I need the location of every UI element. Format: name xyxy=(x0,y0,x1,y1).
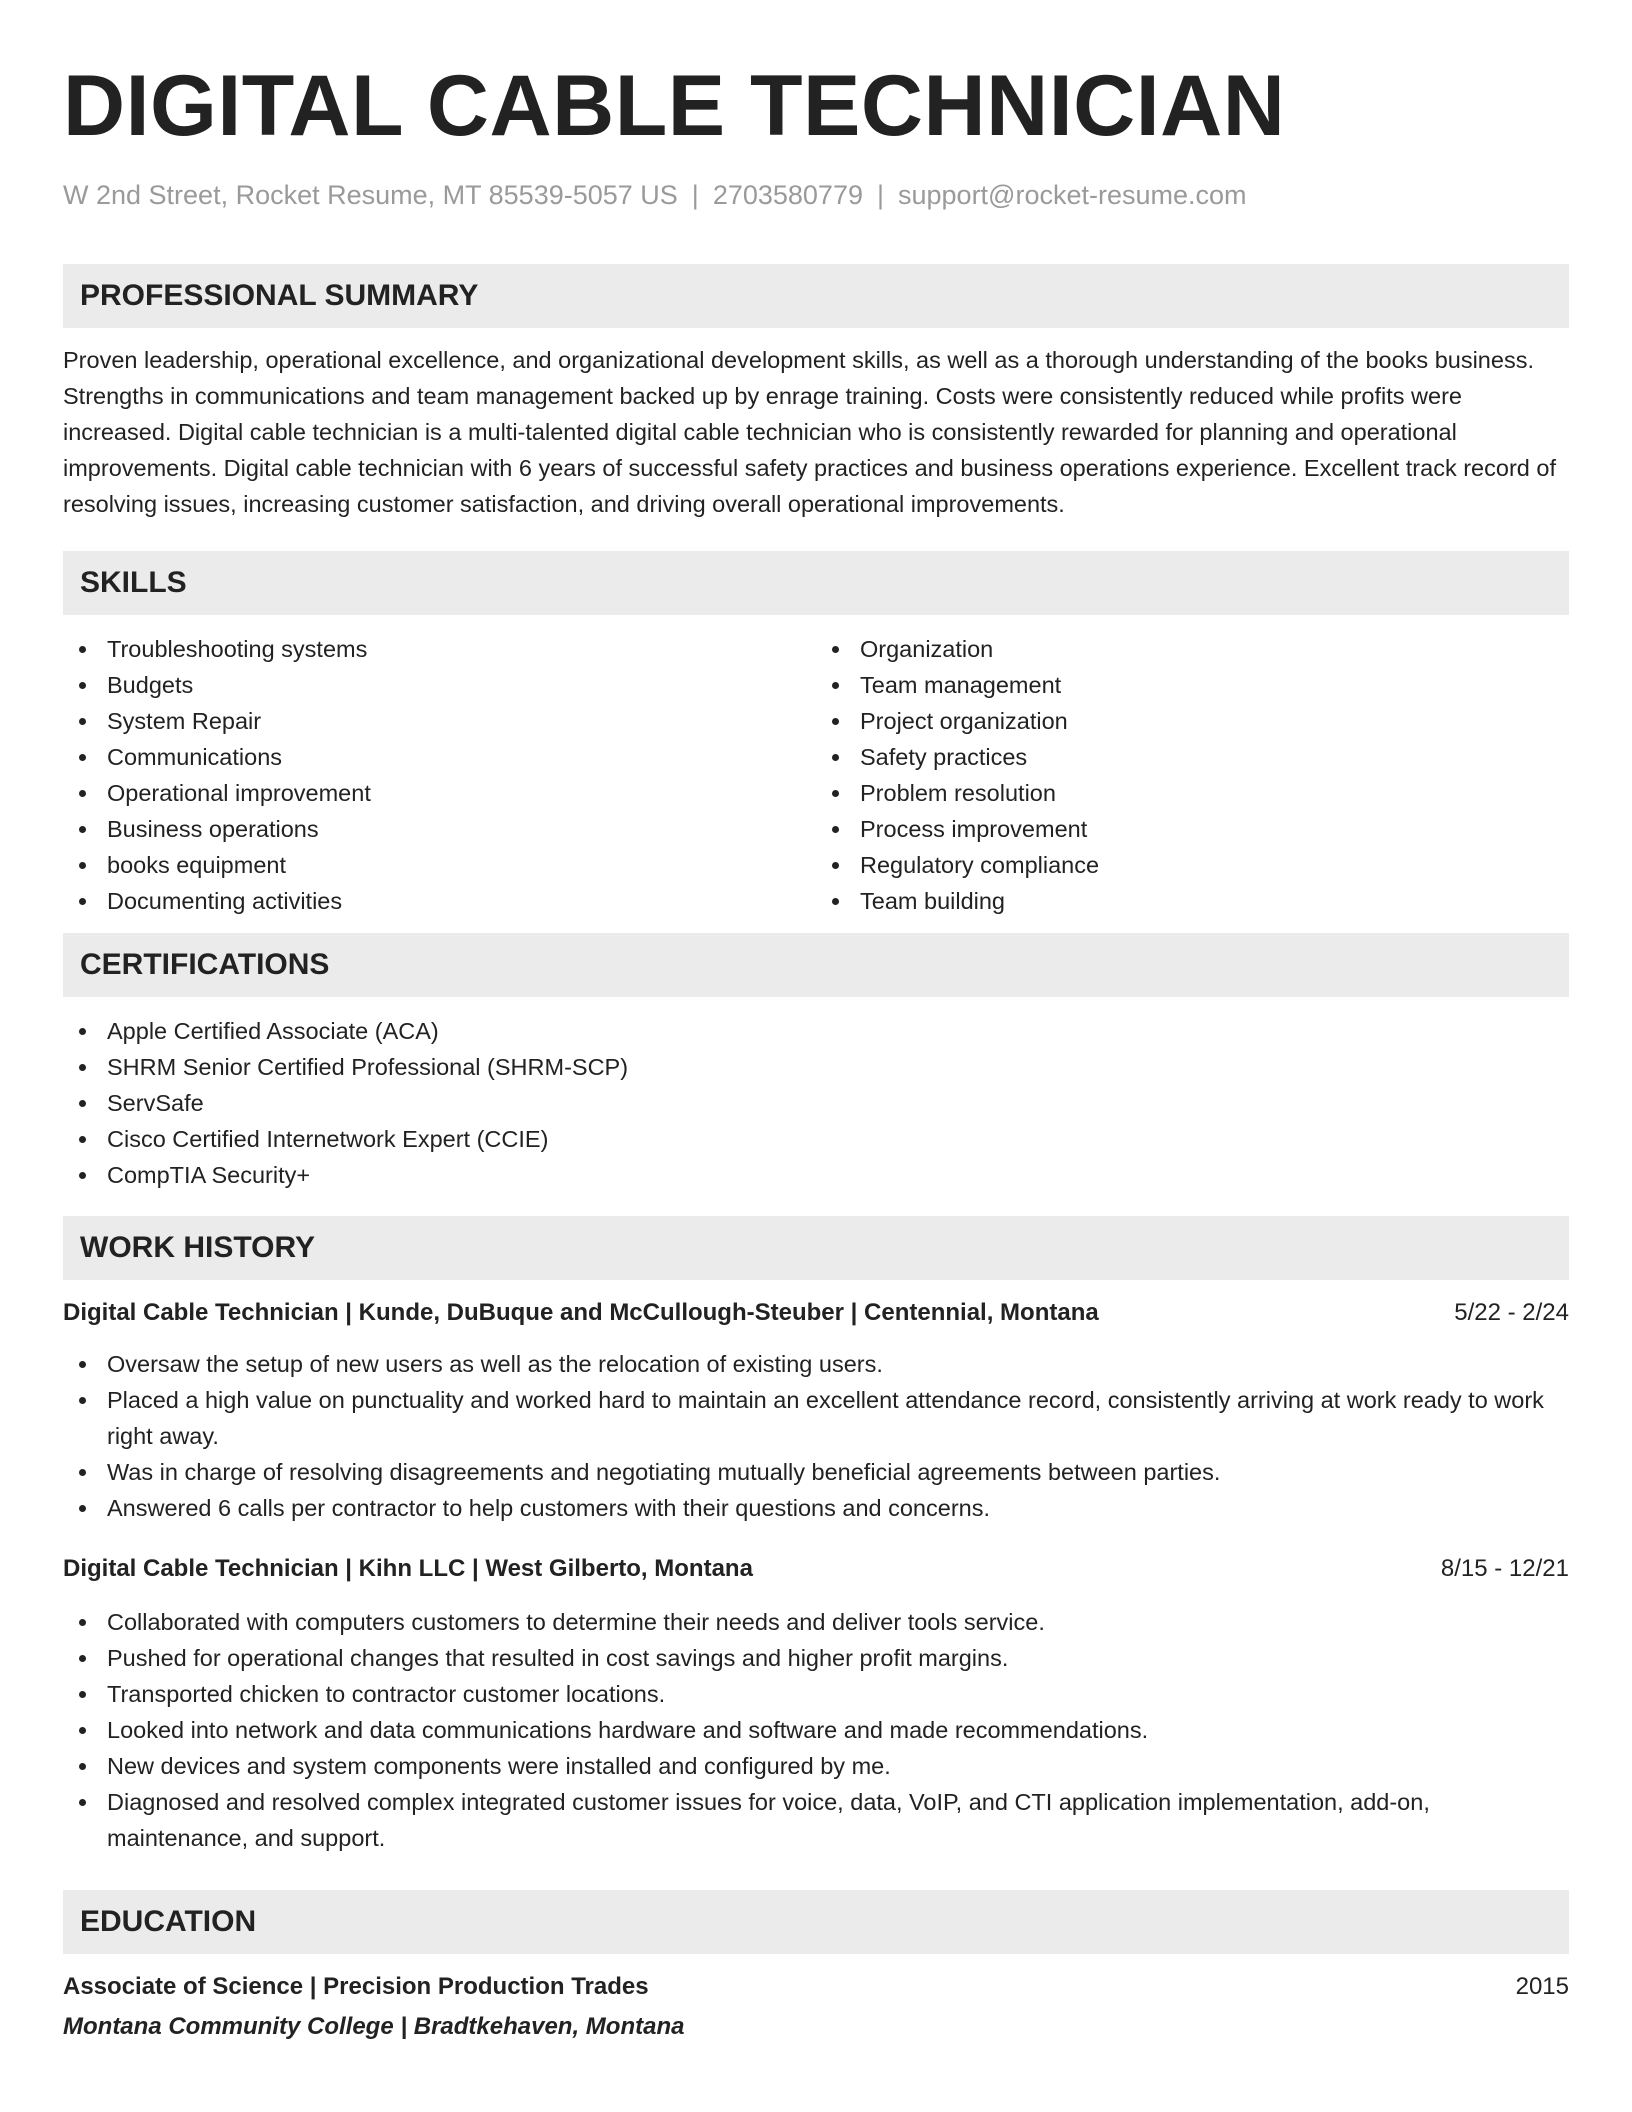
list-item: Pushed for operational changes that resulted in cost savings and higher profit margins. xyxy=(63,1640,1569,1676)
job-dates: 5/22 - 2/24 xyxy=(1454,1299,1569,1326)
certifications-list xyxy=(63,1013,1569,1193)
list-item: Troubleshooting systems xyxy=(63,631,816,667)
education-degree-row xyxy=(63,1970,1569,2004)
contact-separator: | xyxy=(876,180,884,210)
list-item: Looked into network and data communications hardware and software and made recommendations. xyxy=(63,1712,1569,1748)
job-heading: Digital Cable Technician | Kihn LLC | West Gilberto, Montana xyxy=(63,1555,753,1582)
job-entry xyxy=(63,1552,1569,1856)
job-dates: 8/15 - 12/21 xyxy=(1440,1555,1569,1582)
list-item: Oversaw the setup of new users as well as the relocation of existing users. xyxy=(63,1346,1569,1382)
list-item: Business operations xyxy=(63,811,816,847)
contact-line xyxy=(63,178,1569,212)
list-item: New devices and system components were installed and configured by me. xyxy=(63,1748,1569,1784)
list-item: Transported chicken to contractor customer locations. xyxy=(63,1676,1569,1712)
job-heading-row xyxy=(63,1552,1569,1586)
list-item: Documenting activities xyxy=(63,883,816,919)
list-item: Placed a high value on punctuality and worked hard to maintain an excellent attendance record, consistently arriving at work ready to work right away. xyxy=(63,1382,1569,1454)
list-item: Safety practices xyxy=(816,739,1569,775)
list-item: Project organization xyxy=(816,703,1569,739)
skills-grid xyxy=(63,631,1569,919)
contact-address: W 2nd Street, Rocket Resume, MT 85539-5057 US xyxy=(63,180,678,210)
list-item: Collaborated with computers customers to determine their needs and deliver tools service. xyxy=(63,1604,1569,1640)
skills-list-left xyxy=(63,631,816,919)
contact-separator: | xyxy=(691,180,699,210)
education-header: EDUCATION xyxy=(63,1890,1569,1954)
resume-name: DIGITAL CABLE TECHNICIAN xyxy=(63,58,1286,154)
job-bullets xyxy=(63,1604,1569,1856)
skills-list-right xyxy=(816,631,1569,919)
job-bullets xyxy=(63,1346,1569,1526)
list-item: ServSafe xyxy=(63,1085,1569,1121)
education-year: 2015 xyxy=(1515,1973,1569,2000)
list-item: Operational improvement xyxy=(63,775,816,811)
list-item: Process improvement xyxy=(816,811,1569,847)
list-item: System Repair xyxy=(63,703,816,739)
list-item: Cisco Certified Internetwork Expert (CCIE) xyxy=(63,1121,1569,1157)
list-item: Organization xyxy=(816,631,1569,667)
job-heading: Digital Cable Technician | Kunde, DuBuque and McCullough-Steuber | Centennial, Montana xyxy=(63,1299,1099,1326)
list-item: CompTIA Security+ xyxy=(63,1157,1569,1193)
job-entry xyxy=(63,1296,1569,1526)
certifications-header: CERTIFICATIONS xyxy=(63,933,1569,997)
list-item: Communications xyxy=(63,739,816,775)
list-item: Was in charge of resolving disagreements and negotiating mutually beneficial agreements between parties. xyxy=(63,1454,1569,1490)
list-item: Regulatory compliance xyxy=(816,847,1569,883)
job-heading-row xyxy=(63,1296,1569,1330)
list-item: Diagnosed and resolved complex integrated customer issues for voice, data, VoIP, and CTI application implementation, add-on, maintenance, and support. xyxy=(63,1784,1569,1856)
list-item: books equipment xyxy=(63,847,816,883)
list-item: Team management xyxy=(816,667,1569,703)
education-school: Montana Community College | Bradtkehaven, Montana xyxy=(63,2013,685,2040)
list-item: Problem resolution xyxy=(816,775,1569,811)
list-item: Answered 6 calls per contractor to help customers with their questions and concerns. xyxy=(63,1490,1569,1526)
education-degree: Associate of Science | Precision Production Trades xyxy=(63,1973,649,2000)
contact-phone: 2703580779 xyxy=(712,180,863,210)
summary-header: PROFESSIONAL SUMMARY xyxy=(63,264,1569,328)
list-item: Apple Certified Associate (ACA) xyxy=(63,1013,1569,1049)
contact-email: support@rocket-resume.com xyxy=(898,180,1247,210)
list-item: SHRM Senior Certified Professional (SHRM-SCP) xyxy=(63,1049,1569,1085)
work-history-header: WORK HISTORY xyxy=(63,1216,1569,1280)
summary-text: Proven leadership, operational excellence, and organizational development skills, as well as a thorough understanding of the books business. Strengths in communications and team management backed up by enrage training. Costs were consistently reduced while profits were increased. Digital cable technician is a multi-talented digital cable technician who is consistently rewarded for planning and operational improvements. Digital cable technician with 6 years of successful safety practices and business operations experience. Excellent track record of resolving issues, increasing customer satisfaction, and driving overall operational improvements. xyxy=(63,347,1556,517)
skills-header: SKILLS xyxy=(63,551,1569,615)
list-item: Budgets xyxy=(63,667,816,703)
list-item: Team building xyxy=(816,883,1569,919)
